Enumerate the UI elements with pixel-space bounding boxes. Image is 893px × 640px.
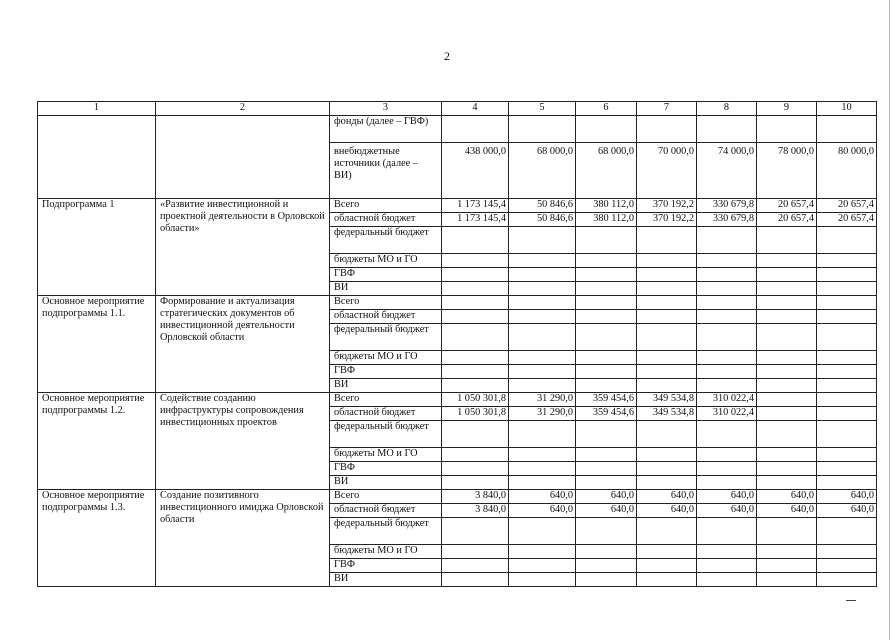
value-cell: 310 022,4 xyxy=(697,393,757,407)
value-cell xyxy=(576,462,637,476)
value-cell xyxy=(442,559,509,573)
value-cell: 310 022,4 xyxy=(697,407,757,421)
value-cell xyxy=(576,573,637,587)
value-cell xyxy=(817,379,877,393)
value-cell: 380 112,0 xyxy=(576,199,637,213)
value-cell: 20 657,4 xyxy=(757,199,817,213)
value-cell xyxy=(817,310,877,324)
value-cell xyxy=(757,268,817,282)
value-cell xyxy=(576,227,637,254)
page-number: 2 xyxy=(444,49,450,63)
value-cell xyxy=(442,573,509,587)
program-name: Основное мероприятие подпрограммы 1.1. xyxy=(38,296,156,393)
program-description: «Развитие инвестиционной и проектной деятельности в Орловской области» xyxy=(156,199,330,296)
value-cell xyxy=(757,448,817,462)
source-label: областной бюджет xyxy=(330,407,442,421)
value-cell: 640,0 xyxy=(817,504,877,518)
value-cell xyxy=(757,310,817,324)
header-cell: 7 xyxy=(637,102,697,116)
value-cell: 20 657,4 xyxy=(757,213,817,227)
value-cell xyxy=(576,324,637,351)
value-cell xyxy=(637,462,697,476)
budget-table xyxy=(37,101,877,587)
value-cell xyxy=(817,448,877,462)
source-label: бюджеты МО и ГО xyxy=(330,448,442,462)
header-cell: 9 xyxy=(757,102,817,116)
value-cell xyxy=(817,324,877,351)
value-cell xyxy=(442,310,509,324)
value-cell: 438 000,0 xyxy=(442,143,509,199)
value-cell xyxy=(697,282,757,296)
value-cell xyxy=(817,351,877,365)
value-cell xyxy=(817,227,877,254)
value-cell xyxy=(509,268,576,282)
value-cell xyxy=(757,476,817,490)
value-cell xyxy=(817,421,877,448)
program-cell xyxy=(38,116,156,199)
source-label: ГВФ xyxy=(330,365,442,379)
value-cell xyxy=(576,365,637,379)
value-cell xyxy=(697,462,757,476)
value-cell xyxy=(817,365,877,379)
value-cell: 1 173 145,4 xyxy=(442,199,509,213)
value-cell: 640,0 xyxy=(697,490,757,504)
value-cell xyxy=(697,476,757,490)
value-cell: 31 290,0 xyxy=(509,407,576,421)
value-cell xyxy=(509,462,576,476)
value-cell xyxy=(576,545,637,559)
value-cell xyxy=(509,296,576,310)
value-cell xyxy=(697,448,757,462)
value-cell xyxy=(509,310,576,324)
header-cell: 4 xyxy=(442,102,509,116)
value-cell: 330 679,8 xyxy=(697,199,757,213)
value-cell: 68 000,0 xyxy=(509,143,576,199)
value-cell xyxy=(757,296,817,310)
header-row xyxy=(38,102,877,116)
fund-label: фонды (далее – ГВФ) xyxy=(330,116,442,143)
source-label: ВИ xyxy=(330,282,442,296)
value-cell xyxy=(442,448,509,462)
value-cell xyxy=(576,282,637,296)
value-cell: 3 840,0 xyxy=(442,504,509,518)
value-cell xyxy=(442,254,509,268)
value-cell xyxy=(442,351,509,365)
source-label: бюджеты МО и ГО xyxy=(330,351,442,365)
value-cell xyxy=(637,573,697,587)
value-cell xyxy=(637,545,697,559)
value-cell xyxy=(509,351,576,365)
value-cell xyxy=(757,545,817,559)
value-cell: 80 000,0 xyxy=(817,143,877,199)
value-cell xyxy=(576,296,637,310)
source-label: бюджеты МО и ГО xyxy=(330,254,442,268)
source-label: федеральный бюджет xyxy=(330,421,442,448)
value-cell xyxy=(509,545,576,559)
program-name: Основное мероприятие подпрограммы 1.3. xyxy=(38,490,156,587)
value-cell: 640,0 xyxy=(637,490,697,504)
value-cell xyxy=(509,476,576,490)
value-cell xyxy=(576,351,637,365)
value-cell xyxy=(576,476,637,490)
value-cell xyxy=(817,573,877,587)
value-cell xyxy=(442,379,509,393)
value-cell xyxy=(817,407,877,421)
fund-row xyxy=(38,116,877,143)
value-cell xyxy=(757,421,817,448)
value-cell xyxy=(442,227,509,254)
value-cell xyxy=(817,282,877,296)
value-cell xyxy=(817,268,877,282)
value-cell: 1 173 145,4 xyxy=(442,213,509,227)
value-cell: 640,0 xyxy=(757,490,817,504)
value-cell xyxy=(637,379,697,393)
value-cell xyxy=(817,254,877,268)
table-row xyxy=(38,393,877,407)
value-cell xyxy=(757,324,817,351)
value-cell: 640,0 xyxy=(576,490,637,504)
header-cell: 1 xyxy=(38,102,156,116)
value-cell xyxy=(697,296,757,310)
value-cell: 349 534,8 xyxy=(637,407,697,421)
source-label: Всего xyxy=(330,393,442,407)
value-cell xyxy=(637,559,697,573)
value-cell: 359 454,6 xyxy=(576,407,637,421)
value-cell xyxy=(576,518,637,545)
source-label: Всего xyxy=(330,490,442,504)
value-cell xyxy=(442,476,509,490)
value-cell xyxy=(757,282,817,296)
value-cell xyxy=(509,379,576,393)
value-cell xyxy=(697,559,757,573)
header-cell: 3 xyxy=(330,102,442,116)
header-cell: 10 xyxy=(817,102,877,116)
value-cell xyxy=(697,254,757,268)
value-cell xyxy=(637,268,697,282)
value-cell xyxy=(509,573,576,587)
value-cell xyxy=(509,448,576,462)
value-cell: 50 846,6 xyxy=(509,199,576,213)
value-cell xyxy=(442,268,509,282)
value-cell xyxy=(757,559,817,573)
value-cell: 70 000,0 xyxy=(637,143,697,199)
source-label: Всего xyxy=(330,199,442,213)
value-cell xyxy=(697,351,757,365)
value-cell xyxy=(576,448,637,462)
value-cell xyxy=(817,296,877,310)
value-cell xyxy=(509,365,576,379)
source-label: ГВФ xyxy=(330,559,442,573)
program-description: Создание позитивного инвестиционного имиджа Орловской области xyxy=(156,490,330,587)
program-name: Основное мероприятие подпрограммы 1.2. xyxy=(38,393,156,490)
value-cell xyxy=(442,282,509,296)
source-label: ВИ xyxy=(330,573,442,587)
page-edge xyxy=(889,0,890,640)
table-row xyxy=(38,490,877,504)
value-cell xyxy=(576,268,637,282)
vi-label: внебюджетные источники (далее – ВИ) xyxy=(330,143,442,199)
value-cell xyxy=(442,296,509,310)
table-row xyxy=(38,296,877,310)
value-cell xyxy=(817,462,877,476)
value-cell xyxy=(637,282,697,296)
value-cell xyxy=(817,476,877,490)
value-cell: 1 050 301,8 xyxy=(442,393,509,407)
value-cell: 640,0 xyxy=(576,504,637,518)
value-cell xyxy=(509,254,576,268)
header-cell: 5 xyxy=(509,102,576,116)
value-cell xyxy=(509,282,576,296)
value-cell: 640,0 xyxy=(697,504,757,518)
value-cell: 640,0 xyxy=(817,490,877,504)
value-cell: 359 454,6 xyxy=(576,393,637,407)
table-row xyxy=(38,199,877,213)
value-cell xyxy=(509,324,576,351)
value-cell xyxy=(576,559,637,573)
value-cell: 74 000,0 xyxy=(697,143,757,199)
value-cell xyxy=(757,365,817,379)
value-cell xyxy=(757,351,817,365)
value-cell: 349 534,8 xyxy=(637,393,697,407)
value-cell xyxy=(757,227,817,254)
value-cell xyxy=(637,310,697,324)
value-cell xyxy=(697,310,757,324)
value-cell xyxy=(637,324,697,351)
value-cell: 50 846,6 xyxy=(509,213,576,227)
source-label: ГВФ xyxy=(330,268,442,282)
value-cell xyxy=(757,254,817,268)
value-cell: 330 679,8 xyxy=(697,213,757,227)
program-name: Подпрограмма 1 xyxy=(38,199,156,296)
value-cell xyxy=(637,254,697,268)
value-cell xyxy=(817,393,877,407)
value-cell xyxy=(697,573,757,587)
program-description: Формирование и актуализация стратегических документов об инвестиционной деятельности Орловской области xyxy=(156,296,330,393)
value-cell xyxy=(509,421,576,448)
source-label: федеральный бюджет xyxy=(330,324,442,351)
value-cell xyxy=(817,559,877,573)
value-cell xyxy=(637,518,697,545)
value-cell: 640,0 xyxy=(509,490,576,504)
source-label: федеральный бюджет xyxy=(330,518,442,545)
value-cell xyxy=(637,421,697,448)
value-cell xyxy=(697,518,757,545)
description-cell xyxy=(156,116,330,199)
value-cell: 78 000,0 xyxy=(757,143,817,199)
value-cell: 31 290,0 xyxy=(509,393,576,407)
value-cell xyxy=(697,379,757,393)
source-label: областной бюджет xyxy=(330,213,442,227)
source-label: ГВФ xyxy=(330,462,442,476)
value-cell xyxy=(509,518,576,545)
value-cell xyxy=(576,379,637,393)
value-cell xyxy=(576,310,637,324)
value-cell xyxy=(442,421,509,448)
source-label: бюджеты МО и ГО xyxy=(330,545,442,559)
value-cell xyxy=(817,518,877,545)
value-cell xyxy=(637,476,697,490)
value-cell xyxy=(576,254,637,268)
value-cell: 380 112,0 xyxy=(576,213,637,227)
value-cell xyxy=(697,545,757,559)
value-cell xyxy=(509,559,576,573)
value-cell xyxy=(697,227,757,254)
program-description: Содействие созданию инфраструктуры сопровождения инвестиционных проектов xyxy=(156,393,330,490)
value-cell: 640,0 xyxy=(637,504,697,518)
value-cell xyxy=(637,351,697,365)
value-cell xyxy=(697,365,757,379)
value-cell: 1 050 301,8 xyxy=(442,407,509,421)
value-cell: 640,0 xyxy=(509,504,576,518)
value-cell xyxy=(442,545,509,559)
value-cell xyxy=(637,448,697,462)
value-cell xyxy=(442,365,509,379)
value-cell xyxy=(442,324,509,351)
value-cell: 370 192,2 xyxy=(637,199,697,213)
header-cell: 8 xyxy=(697,102,757,116)
value-cell xyxy=(757,393,817,407)
value-cell: 20 657,4 xyxy=(817,199,877,213)
value-cell: 68 000,0 xyxy=(576,143,637,199)
header-cell: 2 xyxy=(156,102,330,116)
value-cell xyxy=(817,545,877,559)
value-cell xyxy=(757,573,817,587)
value-cell xyxy=(576,421,637,448)
value-cell: 370 192,2 xyxy=(637,213,697,227)
value-cell xyxy=(697,421,757,448)
value-cell xyxy=(697,268,757,282)
value-cell: 640,0 xyxy=(757,504,817,518)
value-cell xyxy=(637,365,697,379)
value-cell xyxy=(757,518,817,545)
value-cell xyxy=(757,462,817,476)
value-cell xyxy=(757,379,817,393)
source-label: областной бюджет xyxy=(330,310,442,324)
value-cell: 3 840,0 xyxy=(442,490,509,504)
source-label: федеральный бюджет xyxy=(330,227,442,254)
header-cell: 6 xyxy=(576,102,637,116)
value-cell xyxy=(637,296,697,310)
value-cell xyxy=(757,407,817,421)
scan-mark xyxy=(846,600,856,601)
source-label: областной бюджет xyxy=(330,504,442,518)
value-cell xyxy=(637,227,697,254)
source-label: ВИ xyxy=(330,379,442,393)
value-cell xyxy=(442,462,509,476)
value-cell: 20 657,4 xyxy=(817,213,877,227)
source-label: ВИ xyxy=(330,476,442,490)
source-label: Всего xyxy=(330,296,442,310)
value-cell xyxy=(697,324,757,351)
value-cell xyxy=(509,227,576,254)
value-cell xyxy=(442,518,509,545)
